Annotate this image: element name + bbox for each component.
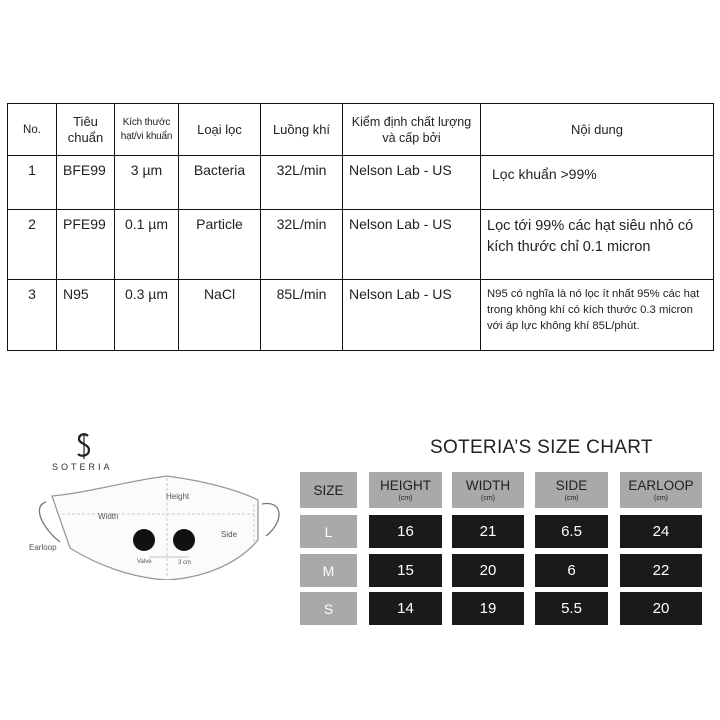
table-row — [8, 210, 714, 280]
label-side: Side — [221, 530, 238, 539]
header-side: SIDE (cm) — [535, 472, 608, 508]
value-cell: 22 — [620, 554, 702, 587]
header-certified: Kiểm định chất lượng và cấp bởi — [343, 104, 481, 156]
row-standard: PFE99 — [57, 210, 115, 280]
label-height: Height — [166, 492, 190, 501]
valve-right-icon — [173, 529, 195, 551]
row-airflow: 32L/min — [261, 156, 343, 210]
row-size: 3 µm — [115, 156, 179, 210]
mask-diagram — [22, 470, 292, 580]
label-earloop: Earloop — [29, 543, 57, 552]
row-no: 2 — [8, 210, 57, 280]
row-content: Lọc khuẩn >99% — [481, 156, 714, 210]
row-content: Lọc tới 99% các hạt siêu nhỏ có kích thước chỉ 0.1 micron — [481, 210, 714, 280]
header-width: WIDTH (cm) — [452, 472, 524, 508]
valve-left-icon — [133, 529, 155, 551]
row-filter: Bacteria — [179, 156, 261, 210]
row-airflow: 32L/min — [261, 210, 343, 280]
value-cell: 15 — [369, 554, 442, 587]
value-cell: 16 — [369, 515, 442, 548]
header-airflow: Luồng khí — [261, 104, 343, 156]
table-row — [8, 280, 714, 351]
header-earloop: EARLOOP (cm) — [620, 472, 702, 508]
row-standard: BFE99 — [57, 156, 115, 210]
row-filter: Particle — [179, 210, 261, 280]
table-row — [8, 156, 714, 210]
size-l: L — [300, 515, 357, 548]
row-size: 0.3 µm — [115, 280, 179, 351]
header-height: HEIGHT (cm) — [369, 472, 442, 508]
value-cell: 20 — [620, 592, 702, 625]
label-width: Width — [98, 512, 119, 521]
header-no: No. — [8, 104, 57, 156]
header-content: Nội dung — [481, 104, 714, 156]
header-filter: Loại lọc — [179, 104, 261, 156]
size-chart-title: SOTERIA’S SIZE CHART — [430, 437, 653, 458]
label-valve: Valve — [137, 559, 152, 565]
header-size: Kích thước hạt/vi khuẩn — [115, 104, 179, 156]
value-cell: 19 — [452, 592, 524, 625]
row-no: 1 — [8, 156, 57, 210]
row-certified: Nelson Lab - US — [343, 156, 481, 210]
row-content: N95 có nghĩa là nó lọc ít nhất 95% các hạt trong không khí có kích thước 0.3 micron với áp lực không khí 85L/phút. — [481, 280, 714, 351]
row-certified: Nelson Lab - US — [343, 210, 481, 280]
size-header: SIZE — [300, 472, 357, 508]
row-no: 3 — [8, 280, 57, 351]
row-certified: Nelson Lab - US — [343, 280, 481, 351]
value-cell: 14 — [369, 592, 442, 625]
row-filter: NaCl — [179, 280, 261, 351]
value-cell: 24 — [620, 515, 702, 548]
brand-name: SOTERIA — [52, 462, 113, 472]
row-airflow: 85L/min — [261, 280, 343, 351]
value-cell: 21 — [452, 515, 524, 548]
header-standard: Tiêu chuẩn — [57, 104, 115, 156]
soteria-logo — [76, 433, 92, 459]
value-cell: 5.5 — [535, 592, 608, 625]
spec-table — [7, 103, 714, 351]
value-cell: 20 — [452, 554, 524, 587]
size-m: M — [300, 554, 357, 587]
size-s: S — [300, 592, 357, 625]
value-cell: 6 — [535, 554, 608, 587]
row-standard: N95 — [57, 280, 115, 351]
row-size: 0.1 µm — [115, 210, 179, 280]
spec-header-row — [8, 104, 714, 156]
label-spacing: 3 cm — [178, 560, 192, 566]
value-cell: 6.5 — [535, 515, 608, 548]
